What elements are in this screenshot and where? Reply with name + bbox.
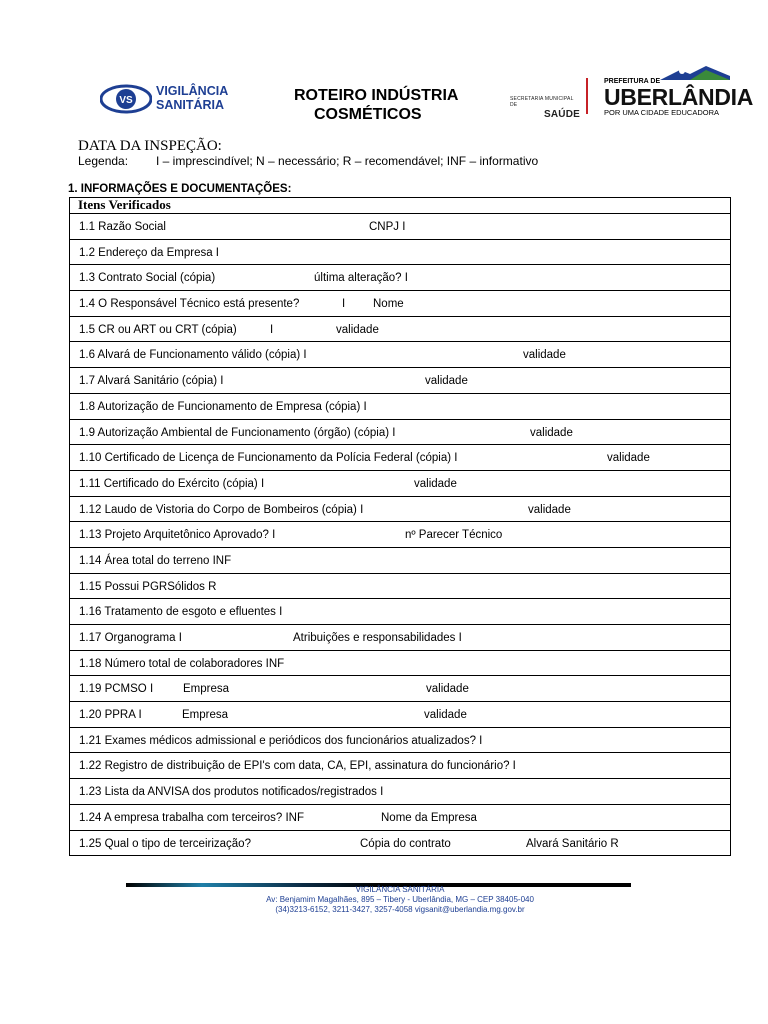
row-field-3: validade bbox=[424, 709, 467, 722]
secretaria-line2: SAÚDE bbox=[543, 109, 580, 120]
section-title: 1. INFORMAÇÕES E DOCUMENTAÇÕES: bbox=[68, 183, 292, 195]
table-header: Itens Verificados bbox=[70, 198, 730, 214]
table-row bbox=[70, 240, 730, 266]
vs-line2: SANITÁRIA bbox=[156, 98, 225, 112]
row-field-2: Cópia do contrato bbox=[360, 837, 451, 850]
row-item: 1.15 Possui PGRSólidos R bbox=[79, 580, 217, 593]
row-field-2: validade bbox=[414, 477, 457, 490]
table-row bbox=[70, 368, 730, 394]
row-field-2: Empresa bbox=[182, 709, 229, 722]
table-row bbox=[70, 831, 730, 857]
vs-line1: VIGILÂNCIA bbox=[156, 84, 229, 98]
logo-divider bbox=[586, 78, 588, 114]
table-row bbox=[70, 702, 730, 728]
prefeitura-logo bbox=[604, 78, 753, 117]
row-field-3: validade bbox=[426, 683, 469, 696]
row-field-2: Empresa bbox=[183, 683, 230, 696]
title-line2: COSMÉTICOS bbox=[314, 106, 422, 123]
row-field-2: CNPJ I bbox=[369, 221, 406, 233]
row-field-2: última alteração? I bbox=[314, 272, 408, 285]
row-item: 1.6 Alvará de Funcionamento válido (cópia) I bbox=[79, 349, 307, 362]
row-field-2: nº Parecer Técnico bbox=[405, 529, 503, 542]
row-item: 1.1 Razão Social bbox=[79, 221, 166, 233]
table-body bbox=[70, 214, 730, 856]
vigilancia-sanitaria-logo bbox=[100, 80, 230, 120]
footer-address: Av: Benjamim Magalhães, 895 – Tibery - Uberlândia, MG – CEP 38405-040 bbox=[266, 895, 534, 904]
table-row bbox=[70, 394, 730, 420]
row-item: 1.2 Endereço da Empresa I bbox=[79, 246, 219, 259]
data-inspecao: DATA DA INSPEÇÃO: bbox=[78, 138, 222, 154]
row-field-2: I bbox=[270, 323, 274, 336]
row-item: 1.8 Autorização de Funcionamento de Empresa (cópia) I bbox=[79, 400, 367, 413]
row-field-2: Nome da Empresa bbox=[381, 811, 477, 824]
table-row bbox=[70, 548, 730, 574]
vs-logo-text bbox=[156, 84, 228, 112]
row-field-2: validade bbox=[528, 503, 571, 516]
table-row bbox=[70, 497, 730, 523]
row-item: 1.14 Área total do terreno INF bbox=[79, 554, 232, 567]
table-row bbox=[70, 805, 730, 831]
row-item: 1.16 Tratamento de esgoto e efluentes I bbox=[79, 606, 283, 619]
row-item: 1.24 A empresa trabalha com terceiros? INF bbox=[79, 811, 304, 824]
title-line1: ROTEIRO INDÚSTRIA bbox=[294, 87, 459, 104]
row-field-3: Alvará Sanitário R bbox=[526, 837, 619, 850]
secretaria-saude-logo bbox=[510, 96, 580, 121]
row-item: 1.18 Número total de colaboradores INF bbox=[79, 657, 285, 670]
table-row bbox=[70, 265, 730, 291]
table-row bbox=[70, 753, 730, 779]
row-item: 1.7 Alvará Sanitário (cópia) I bbox=[79, 375, 224, 388]
row-field-2: validade bbox=[530, 426, 573, 439]
row-field-2: Atribuições e responsabilidades I bbox=[293, 632, 462, 644]
table-row bbox=[70, 779, 730, 805]
row-field-3: validade bbox=[336, 323, 379, 336]
row-field-2: validade bbox=[523, 349, 566, 362]
table-row bbox=[70, 625, 730, 651]
vs-mark: VS bbox=[119, 95, 133, 106]
row-item: 1.21 Exames médicos admissional e periódicos dos funcionários atualizados? I bbox=[79, 734, 483, 747]
legenda-text: I – imprescindível; N – necessário; R – recomendável; INF – informativo bbox=[156, 154, 539, 168]
legenda bbox=[78, 154, 538, 168]
row-item: 1.22 Registro de distribuição de EPI's com data, CA, EPI, assinatura do funcionário? I bbox=[79, 760, 516, 773]
page-title bbox=[294, 86, 458, 124]
table-row bbox=[70, 420, 730, 446]
table-row bbox=[70, 291, 730, 317]
table-row bbox=[70, 214, 730, 240]
row-item: 1.17 Organograma I bbox=[79, 632, 182, 644]
footer-line1: VIGILÂNCIA SANITÁRIA bbox=[355, 885, 445, 894]
pref-line3: POR UMA CIDADE EDUCADORA bbox=[604, 108, 720, 117]
pref-line1: PREFEITURA DE bbox=[604, 78, 661, 85]
row-item: 1.10 Certificado de Licença de Funcionamento da Polícia Federal (cópia) I bbox=[79, 452, 458, 465]
table-row bbox=[70, 445, 730, 471]
eye-logo-icon bbox=[100, 84, 152, 114]
table-row bbox=[70, 342, 730, 368]
row-item: 1.9 Autorização Ambiental de Funcionamento (órgão) (cópia) I bbox=[79, 426, 396, 439]
footer-contact: (34)3213-6152, 3211-3427, 3257-4058 vigsanit@uberlandia.mg.gov.br bbox=[275, 905, 525, 914]
row-field-2: validade bbox=[607, 452, 650, 465]
footer bbox=[200, 885, 600, 915]
secretaria-line1: SECRETARIA MUNICIPAL DE bbox=[510, 96, 574, 108]
pref-line2: UBERLÂNDIA bbox=[604, 84, 754, 110]
table-row bbox=[70, 471, 730, 497]
row-item: 1.13 Projeto Arquitetônico Aprovado? I bbox=[79, 529, 276, 542]
table-row bbox=[70, 676, 730, 702]
row-item: 1.23 Lista da ANVISA dos produtos notificados/registrados I bbox=[79, 786, 384, 799]
table-row bbox=[70, 599, 730, 625]
row-item: 1.20 PPRA I bbox=[79, 709, 142, 722]
checklist-table bbox=[69, 197, 731, 856]
row-field-2: validade bbox=[425, 375, 468, 388]
row-item: 1.5 CR ou ART ou CRT (cópia) bbox=[79, 323, 237, 336]
table-row bbox=[70, 574, 730, 600]
table-row bbox=[70, 728, 730, 754]
table-row bbox=[70, 317, 730, 343]
legenda-label: Legenda: bbox=[78, 154, 129, 168]
table-row bbox=[70, 522, 730, 548]
table-row bbox=[70, 651, 730, 677]
row-field-3: Nome bbox=[373, 298, 404, 311]
row-item: 1.25 Qual o tipo de terceirização? bbox=[79, 837, 251, 850]
row-item: 1.3 Contrato Social (cópia) bbox=[79, 272, 216, 285]
row-item: 1.12 Laudo de Vistoria do Corpo de Bombeiros (cópia) I bbox=[79, 503, 364, 516]
row-field-2: I bbox=[342, 298, 346, 311]
row-item: 1.19 PCMSO I bbox=[79, 683, 154, 696]
row-item: 1.4 O Responsável Técnico está presente? bbox=[79, 298, 300, 311]
row-item: 1.11 Certificado do Exército (cópia) I bbox=[79, 477, 265, 490]
